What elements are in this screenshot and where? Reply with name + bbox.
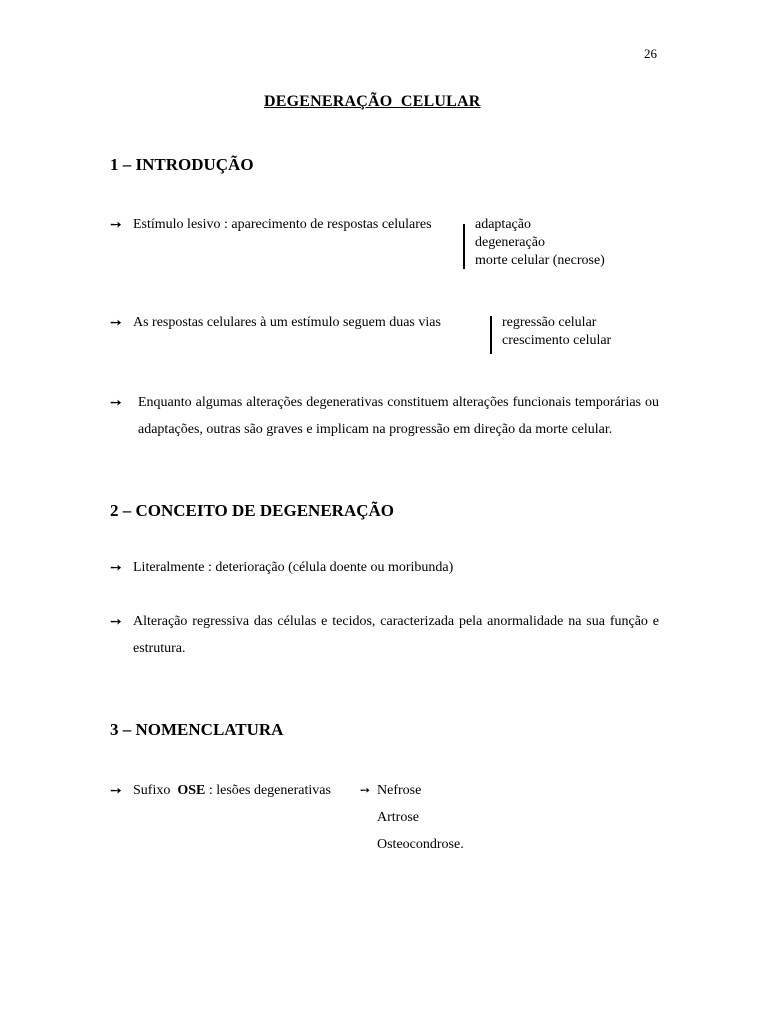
suffix-prefix-text: Sufixo	[133, 783, 171, 798]
title-word-2: CELULAR	[400, 93, 481, 110]
arrow-bullet-icon: ➙	[110, 615, 122, 630]
list-item-text: Estímulo lesivo : aparecimento de respostas celulares	[133, 217, 432, 232]
example-term: Osteocondrose.	[377, 837, 464, 852]
arrow-bullet-icon: ➙	[110, 218, 122, 233]
arrow-bullet-icon: ➙	[360, 783, 371, 797]
section-heading-introducao: 1 – INTRODUÇÃO	[110, 155, 254, 174]
page-number: 26	[644, 46, 657, 61]
section-heading-nomenclatura: 3 – NOMENCLATURA	[110, 720, 284, 739]
title-word-1: DEGENERAÇÃO	[264, 93, 393, 110]
arrow-bullet-icon: ➙	[110, 396, 122, 411]
pathway-option: regressão celular	[502, 315, 597, 330]
section-heading-conceito: 2 – CONCEITO DE DEGENERAÇÃO	[110, 501, 395, 520]
list-item-text: Literalmente : deterioração (célula doente ou moribunda)	[133, 560, 454, 575]
suffix-ose: OSE	[177, 783, 206, 798]
response-option: degeneração	[475, 235, 545, 250]
pathway-option: crescimento celular	[502, 333, 612, 348]
response-option: adaptação	[475, 217, 531, 232]
arrow-bullet-icon: ➙	[110, 561, 122, 576]
nomenclature-line	[133, 783, 331, 799]
arrow-bullet-icon: ➙	[110, 784, 122, 799]
arrow-bullet-icon: ➙	[110, 316, 122, 331]
page-title	[264, 93, 480, 111]
list-item-text: As respostas celulares à um estímulo seguem duas vias	[133, 315, 441, 330]
bracket-bar	[463, 224, 465, 269]
suffix-description: : lesões degenerativas	[205, 783, 331, 798]
list-item-paragraph: Alteração regressiva das células e tecidos, caracterizada pela anormalidade na sua função e estrutura.	[133, 614, 659, 656]
example-term: Artrose	[377, 810, 419, 825]
response-option: morte celular (necrose)	[475, 253, 605, 268]
list-item-paragraph: Enquanto algumas alterações degenerativas constituem alterações funcionais temporárias ou adaptações, outras são graves e implicam na progressão em direção da morte celular.	[138, 395, 659, 437]
example-term: Nefrose	[377, 783, 422, 798]
bracket-bar	[490, 316, 492, 354]
